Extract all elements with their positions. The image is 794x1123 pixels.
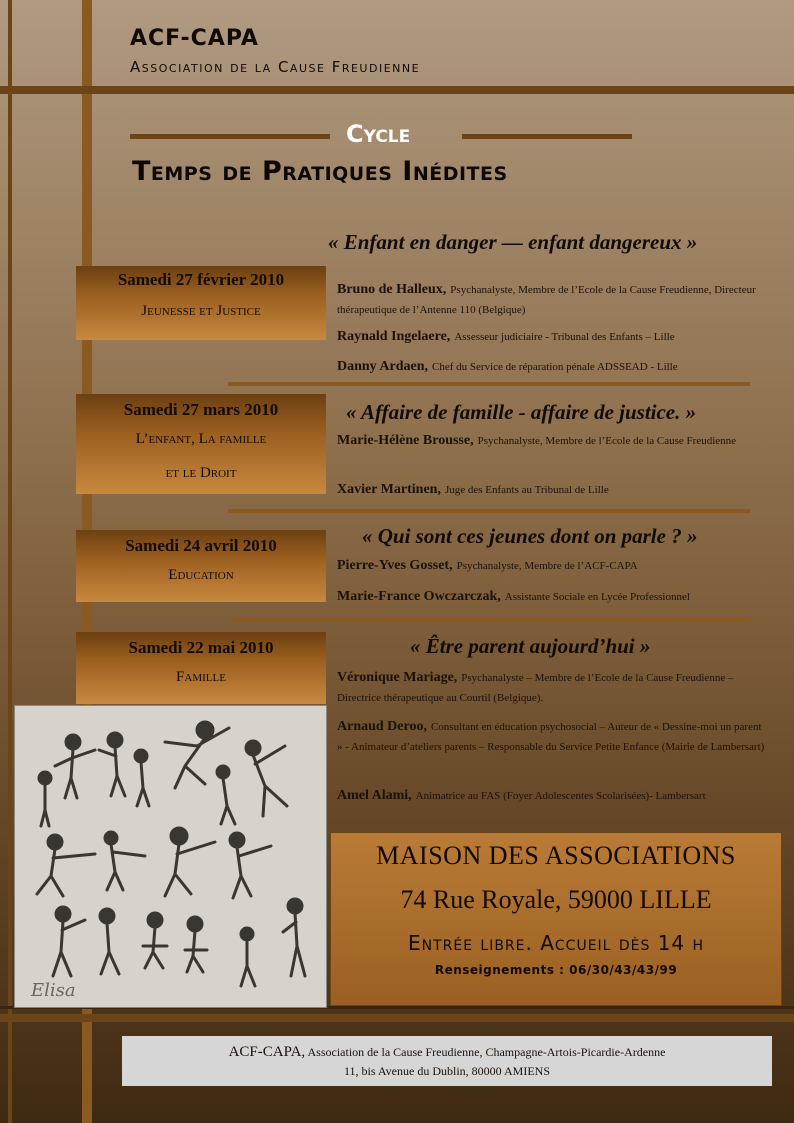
venue-box: [330, 832, 782, 1006]
session-3-theme: « Qui sont ces jeunes dont on parle ? »: [362, 524, 698, 548]
footer: [122, 1036, 772, 1086]
session-2-date: Samedi 27 mars 2010: [123, 400, 279, 419]
children-drawing-image: [15, 706, 326, 1007]
venue-entry: Entrée libre. Accueil dès 14 h: [407, 931, 705, 955]
cycle-label: Cycle: [346, 120, 411, 148]
session-3-speaker-2: Marie-France Owczarczak, Assistante Sociale en Lycée Professionnel: [337, 589, 690, 604]
session-4-speaker-3: Amel Alami, Animatrice au FAS (Foyer Adolescentes Scolarisées)- Lambersart: [337, 788, 706, 803]
session-4-date-box: [76, 632, 326, 704]
session-4-theme: « Être parent aujourd’hui »: [410, 634, 651, 658]
session-4-topic: Famille: [176, 669, 226, 685]
separator-1: [228, 382, 750, 386]
session-1-topic: Jeunesse et Justice: [141, 303, 261, 319]
separator-2: [228, 509, 750, 513]
session-1-speaker-3: Danny Ardaen, Chef du Service de réparation pénale ADSSEAD - Lille: [337, 359, 678, 374]
session-2-speaker-2: Xavier Martinen, Juge des Enfants au Tribunal de Lille: [337, 482, 609, 497]
session-1-speaker-1: Bruno de Halleux, Psychanalyste, Membre de l’Ecole de la Cause Freudienne, Directeur thérapeutique de l’Antenne 110 (Belgique): [337, 282, 756, 316]
session-1-theme: « Enfant en danger — enfant dangereux »: [328, 230, 698, 254]
session-4-speaker-1: Véronique Mariage, Psychanalyste – Membre de l’Ecole de la Cause Freudienne – Directrice thérapeutique au Courtil (Belgique).: [337, 670, 734, 704]
session-3-date: Samedi 24 avril 2010: [125, 536, 277, 555]
cycle-title: Temps de Pratiques Inédites: [132, 156, 508, 187]
session-2-topic-line-1: L’enfant, La famille: [135, 431, 267, 447]
session-3-date-box: [76, 530, 326, 602]
session-4-date: Samedi 22 mai 2010: [128, 638, 274, 657]
session-3-topic: Education: [168, 567, 234, 583]
separator-3: [232, 617, 750, 621]
footer-line-2: 11, bis Avenue du Dublin, 80000 AMIENS: [344, 1064, 550, 1078]
session-2-date-box: [76, 394, 326, 494]
session-4-speaker-2: Arnaud Deroo, Consultant en éducation psychosocial – Auteur de « Dessine-moi un parent » - Animateur d’ateliers parents – Responsable du Service Petite Enfance (Mairie de Lambersart): [337, 719, 765, 753]
session-2-theme: « Affaire de famille - affaire de justice. »: [346, 400, 697, 424]
session-1-speaker-2: Raynald Ingelaere, Assesseur judiciaire - Tribunal des Enfants – Lille: [337, 329, 675, 344]
venue-info: Renseignements : 06/30/43/43/99: [434, 963, 678, 977]
artwork-signature: Elisa: [31, 980, 76, 1001]
venue-name: MAISON DES ASSOCIATIONS: [376, 841, 736, 870]
frame-line-top: [0, 86, 794, 94]
org-full-name: Association de la Cause Freudienne: [130, 58, 421, 76]
session-1-date: Samedi 27 février 2010: [117, 270, 285, 289]
children-sketch: [15, 706, 326, 1007]
frame-line-left: [8, 0, 12, 1123]
org-name: ACF-CAPA: [130, 26, 259, 51]
session-1-date-box: [76, 266, 326, 340]
session-3-speaker-1: Pierre-Yves Gosset, Psychanalyste, Membre de l’ACF-CAPA: [337, 558, 638, 573]
session-2-speaker-1: Marie-Hélène Brousse, Psychanalyste, Membre de l’Ecole de la Cause Freudienne: [337, 433, 737, 448]
session-2-topic-line-2: et le Droit: [165, 465, 237, 481]
frame-line-bottom: [0, 1014, 794, 1022]
cycle-rule-left: [130, 134, 330, 139]
venue-address: 74 Rue Royale, 59000 LILLE: [400, 885, 712, 914]
cycle-rule-right: [462, 134, 632, 139]
footer-line-1: ACF-CAPA, Association de la Cause Freudienne, Champagne-Artois-Picardie-Ardenne: [228, 1044, 666, 1060]
